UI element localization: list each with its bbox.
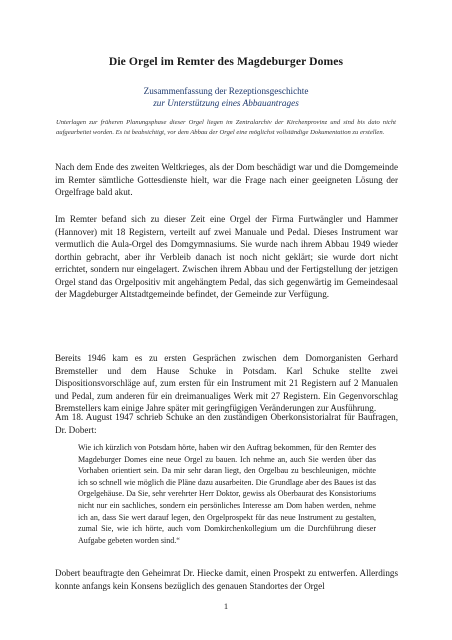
document-title: Die Orgel im Remter des Magdeburger Domes bbox=[108, 55, 344, 68]
subtitle-line-2: zur Unterstützung eines Abbauantrages bbox=[153, 98, 299, 108]
paragraph-3: Bereits 1946 kam es zu ersten Gesprächen zwischen dem Domorganisten Gerhard Bremsteller und dem Hause Schuke in Potsdam. Karl Schuke stellte zwei Dispositionsvorschläge auf, zum ersten für ein Instrument mit 21 Registern auf 2 Manualen und Pedal, zum anderen für ein dreimanualiges Werk mit 27 Registern. Ein Gegenvorschlag Bremstellers kam einige Jahre später mit geringfügigen Veränderungen zur Ausführung. bbox=[55, 353, 398, 414]
subtitle-line-1: Zusammenfassung der Rezeptionsgeschichte bbox=[143, 86, 309, 96]
paragraph-4: Am 18. August 1947 schrieb Schuke an den zuständigen Oberkonsistorialrat für Baufragen, Dr. Dobert: bbox=[55, 412, 398, 435]
paragraph-2: Im Remter befand sich zu dieser Zeit eine Orgel der Firma Furtwängler und Hammer (Hannover) mit 18 Registern, verteilt auf zwei Manuale und Pedal. Dieses Instrument war vermutlich die Aula-Orgel des Domgymnasiums. Sie wurde nach ihrem Abbau 1949 wieder dorthin gebracht, aber ihr Verbleib danach ist noch nicht geklärt; sie wurde dort nicht errichtet, sondern nur eingelagert. Zwischen ihrem Abbau und der Fertigstellung der jetzigen Orgel stand das Orgelpositiv mit angehängtem Pedal, das sich gegenwärtig im Gemeindesaal der Magdeburger Altstadtgemeinde befindet, der Gemeinde zur Verfügung. bbox=[55, 214, 398, 300]
paragraph-1: Nach dem Ende des zweiten Weltkrieges, als der Dom beschädigt war und die Domgemeinde im Remter sämtliche Gottesdienste hielt, war die Frage nach einer geeigneten Lösung der Orgelfrage bald akut. bbox=[55, 162, 398, 198]
paragraph-5: Dobert beauftragte den Geheimrat Dr. Hiecke damit, einen Prospekt zu entwerfen. Allerdings konnte anfangs kein Konsens bezüglich des genauen Standortes der Orgel bbox=[55, 568, 398, 591]
block-quote: Wie ich kürzlich von Potsdam hörte, haben wir den Auftrag bekommen, für den Remter des Magdeburger Domes eine neue Orgel zu bauen. Ich nehme an, auch Sie werden über das Vorhaben orientiert sein. Da mir sehr daran liegt, den Orgelbau zu beschleunigen, möchte ich so schnell wie möglich die Pläne dazu ausarbeiten. Die Grundlage aber des Baues ist das Orgelgehäuse. Da Sie, sehr verehrter Herr Doktor, gewiss als Oberbaurat des Konsistoriums nicht nur ein sachliches, sondern ein persönliches Interesse am Dom haben werden, nehme ich an, dass Sie wert darauf legen, den Orgelprospekt für das neue Instrument zu gestalten, zumal Sie, wie ich hörte, auch vom Domkirchenkollegium um die Durchführung dieser Aufgabe gebeten worden sind.“ bbox=[78, 443, 376, 545]
archive-note: Unterlagen zur früheren Planungsphase dieser Orgel liegen im Zentralarchiv der Kirchenprovinz und sind bis dato nicht aufgearbeitet worden. Es ist beabsichtigt, vor dem Abbau der Orgel eine möglichst vollständige Dokumentation zu erstellen. bbox=[56, 119, 396, 136]
document-subtitle bbox=[30, 85, 422, 109]
page-number: 1 bbox=[223, 601, 229, 611]
